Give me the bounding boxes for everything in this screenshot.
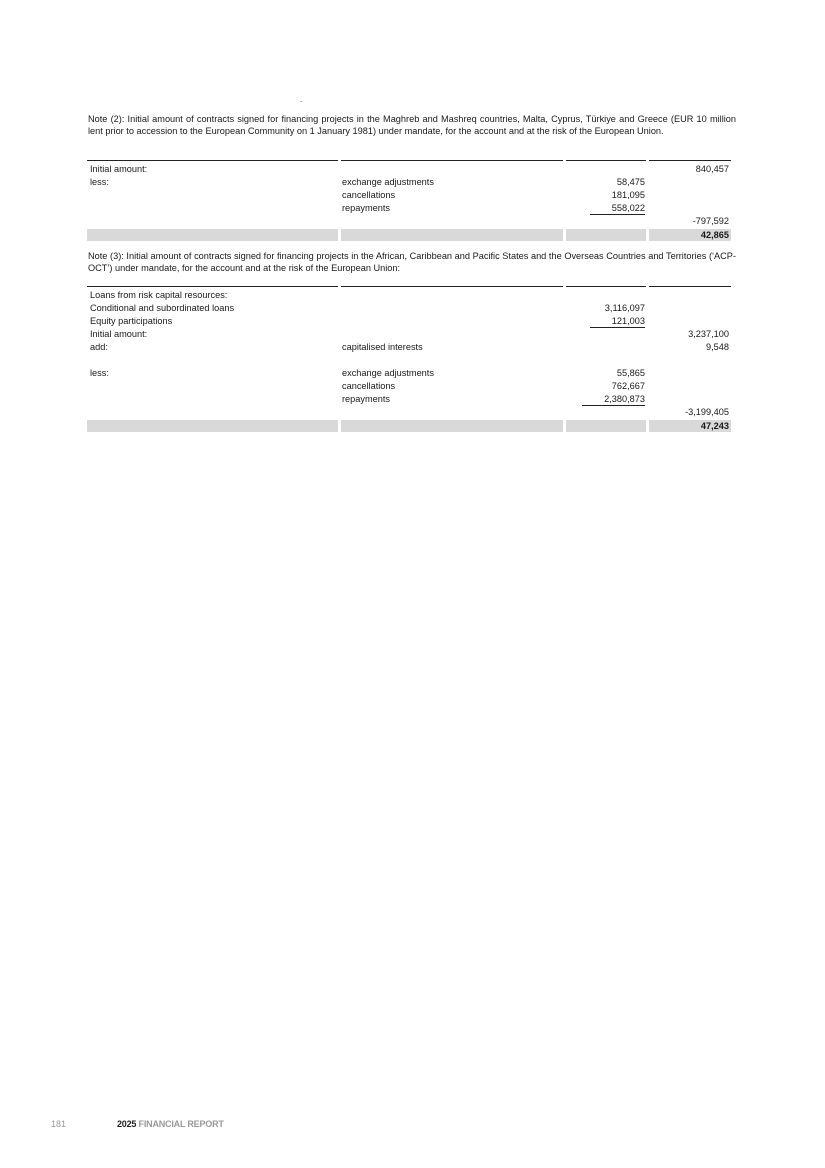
row-subamount: 3,116,097 — [604, 303, 645, 313]
row-description: cancellations — [342, 190, 396, 200]
row-subamount: 762,667 — [611, 381, 645, 391]
row-subamount: 558,022 — [590, 202, 645, 215]
row-amount: -3,199,405 — [685, 407, 729, 417]
table-row — [87, 189, 731, 202]
row-amount: 3,237,100 — [688, 329, 729, 339]
row-label: less: — [90, 177, 109, 187]
row-subamount: 58,475 — [616, 177, 645, 187]
row-subamount: 55,865 — [616, 368, 645, 378]
table-row — [87, 393, 731, 406]
row-description: exchange adjustments — [342, 177, 434, 187]
note-3-table — [87, 286, 731, 432]
page-number: 181 — [51, 1119, 67, 1129]
row-description: repayments — [342, 203, 391, 213]
note-2-table — [87, 160, 731, 241]
report-year: 2025 — [117, 1119, 137, 1129]
table-row — [87, 289, 731, 302]
row-amount: -797,592 — [692, 216, 729, 226]
table-row — [87, 215, 731, 228]
row-description: cancellations — [342, 381, 396, 391]
row-subamount: 2,380,873 — [582, 393, 645, 406]
row-amount: 840,457 — [695, 164, 729, 174]
report-name: FINANCIAL REPORT — [138, 1119, 224, 1129]
table-row — [87, 328, 731, 341]
stray-dot: . — [300, 95, 303, 104]
table-row — [87, 202, 731, 215]
row-label: Equity participations — [90, 316, 173, 326]
row-description: exchange adjustments — [342, 368, 434, 378]
note-3-text: Note (3): Initial amount of contracts signed for financing projects in the African, Caribbean and Pacific States and the Overseas Countries and Territories (‘ACP-OCT’) under mandate, for the account and at the risk of the European Union: — [88, 251, 736, 273]
total-row — [87, 420, 731, 432]
row-description: repayments — [342, 394, 391, 404]
table-row — [87, 406, 731, 419]
row-label: add: — [90, 342, 108, 352]
row-label: Initial amount: — [90, 329, 148, 339]
row-amount: 9,548 — [706, 342, 729, 352]
row-subamount: 121,003 — [590, 315, 645, 328]
table-row — [87, 367, 731, 380]
total-amount: 42,865 — [649, 229, 731, 241]
table-row — [87, 315, 731, 328]
row-subamount: 181,095 — [611, 190, 645, 200]
row-description: capitalised interests — [342, 342, 423, 352]
note-2-text: Note (2): Initial amount of contracts signed for financing projects in the Maghreb and Mashreq countries, Malta, Cyprus, Türkiye and Greece (EUR 10 million lent prior to accession to the European Community on 1 January 1981) under mandate, for the account and at the risk of the European Union. — [88, 114, 736, 136]
table-row — [87, 176, 731, 189]
total-amount: 47,243 — [649, 420, 731, 432]
row-label: Loans from risk capital resources: — [90, 290, 228, 300]
table-row — [87, 380, 731, 393]
row-label: Initial amount: — [90, 164, 148, 174]
row-label: less: — [90, 368, 109, 378]
row-label: Conditional and subordinated loans — [90, 303, 235, 313]
total-row — [87, 229, 731, 241]
report-title — [117, 1119, 224, 1129]
table-row — [87, 341, 731, 354]
table-row — [87, 302, 731, 315]
table-row — [87, 163, 731, 176]
